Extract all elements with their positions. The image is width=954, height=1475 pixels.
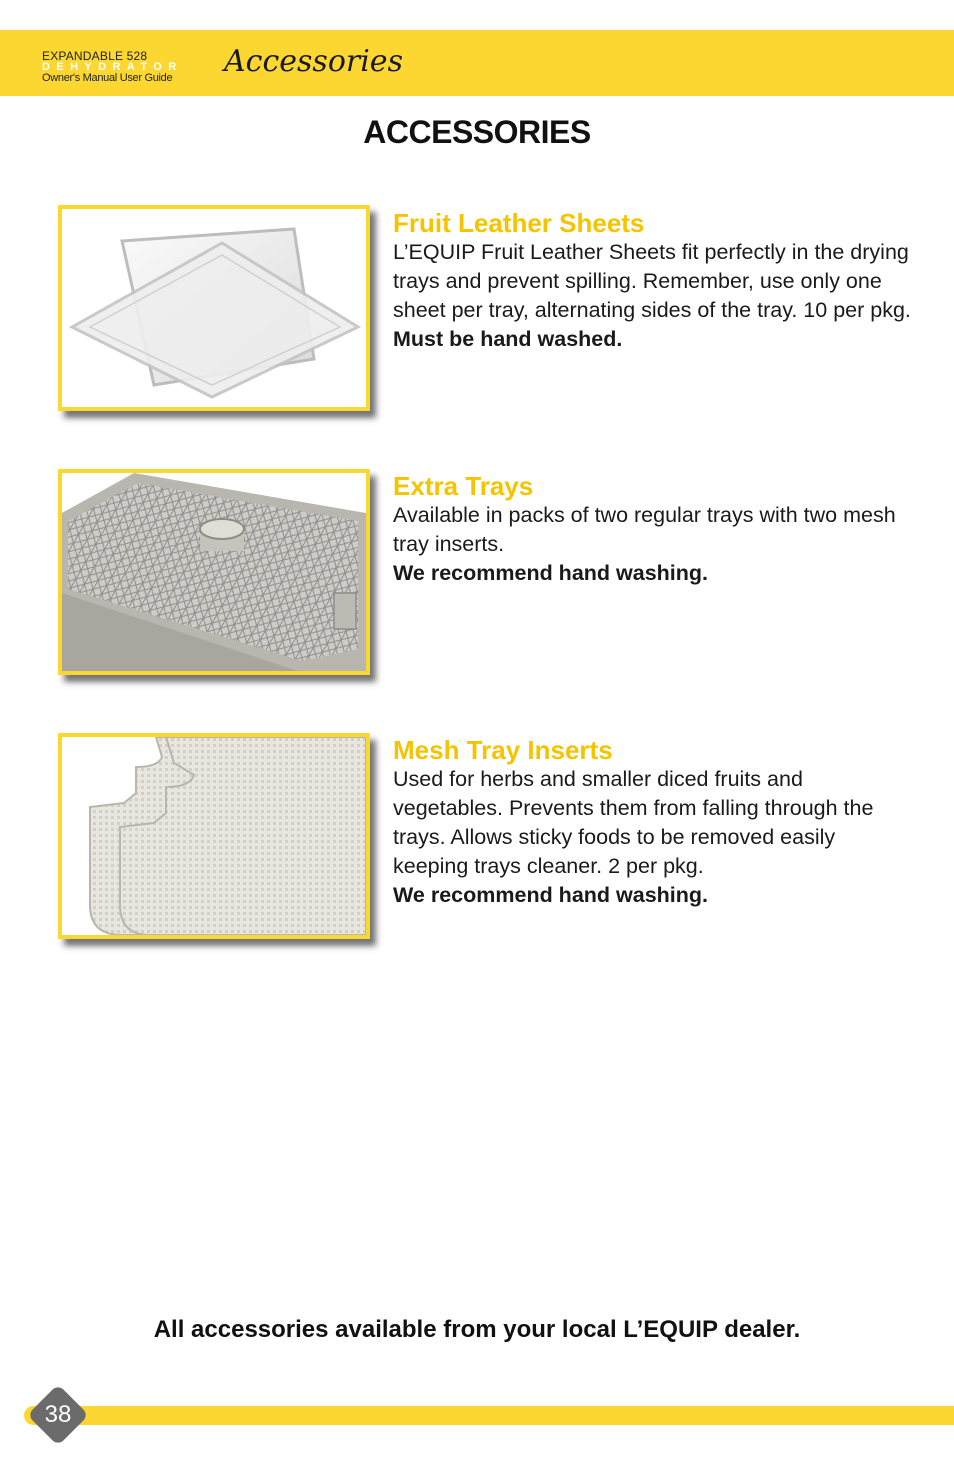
footer-dealer-note: All accessories available from your local L’EQUIP dealer. xyxy=(153,1316,801,1343)
brand-line-3: Owner's Manual User Guide xyxy=(42,72,173,84)
page-number: 38 xyxy=(44,1401,72,1428)
item-title: Mesh Tray Inserts xyxy=(393,735,613,765)
mesh-tray-inserts-photo xyxy=(58,733,370,939)
brand-line-1: EXPANDABLE 528 xyxy=(42,49,148,63)
fruit-leather-sheets-section xyxy=(393,208,913,354)
page-title: ACCESSORIES xyxy=(363,114,591,150)
extra-trays-section xyxy=(393,471,913,588)
mesh-tray-inserts-section xyxy=(393,735,913,910)
section-title: Accessories xyxy=(224,44,403,79)
item-care-note: We recommend hand washing. xyxy=(393,883,708,907)
brand-logo xyxy=(42,51,222,84)
item-title: Extra Trays xyxy=(393,471,534,501)
item-description: Used for herbs and smaller diced fruits and vegetables. Prevents them from falling through the trays. Allows sticky foods to be removed easily keeping trays cleaner. 2 per pkg. xyxy=(393,767,874,878)
item-description: L’EQUIP Fruit Leather Sheets fit perfectly in the drying trays and prevent spilling. Remember, use only one sheet per tray, alternating sides of the tray. 10 per pkg. xyxy=(393,240,911,322)
item-care-note: Must be hand washed. xyxy=(393,327,623,351)
page-number-badge xyxy=(30,1387,86,1443)
item-care-note: We recommend hand washing. xyxy=(393,561,708,585)
brand-line-2: DEHYDRATOR xyxy=(42,61,183,73)
fruit-leather-sheets-photo xyxy=(58,205,370,411)
extra-trays-photo xyxy=(58,469,370,675)
footer-band xyxy=(24,1406,954,1425)
item-title: Fruit Leather Sheets xyxy=(393,208,645,238)
item-description: Available in packs of two regular trays with two mesh tray inserts. xyxy=(393,503,896,556)
